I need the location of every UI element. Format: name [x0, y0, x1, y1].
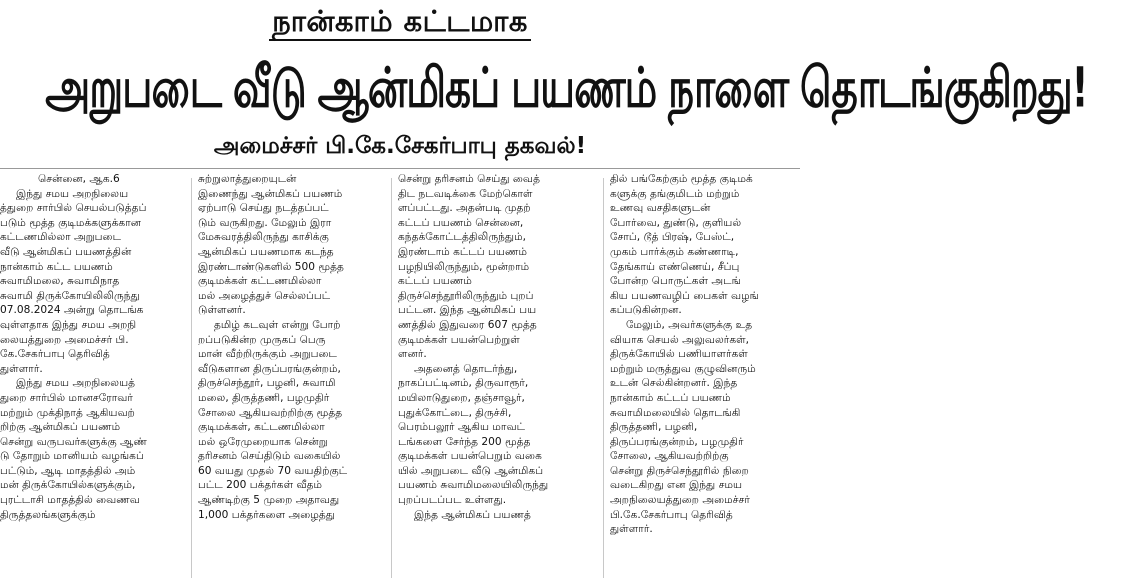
- article-line: ஆன்மிகப் பயணமாக கடந்த: [198, 245, 334, 258]
- kicker-heading: [0, 4, 800, 38]
- article-line: சுற்றுலாத்துறையுடன்: [198, 173, 297, 185]
- article-line: இந்து சமய அறநிலைய: [16, 187, 129, 200]
- article-line: கப்படுகின்றன.: [610, 304, 682, 317]
- article-line: போர்வை, துண்டு, குளியல்: [610, 216, 742, 229]
- article-line: கே.சேகர்பாபு தெரிவித்: [0, 348, 110, 361]
- article-line: சென்னை, ஆக.6: [38, 173, 120, 185]
- article-line: திருத்தணி, பழனி,: [610, 421, 698, 434]
- headline-text: அறுபடை வீடு ஆன்மிகப் பயணம் நாளை தொடங்குகிறது!: [45, 56, 1088, 121]
- article-line: இரண்டாம் கட்டப் பயணம்: [398, 245, 527, 258]
- article-line: மேலும், அவர்களுக்கு உத: [626, 318, 753, 331]
- article-column-4: [610, 172, 800, 585]
- article-line: துள்ளார்.: [610, 523, 653, 536]
- article-line: தமிழ் கடவுள் என்று போற்: [214, 318, 341, 331]
- article-line: படும் மூத்த குடிமக்களுக்கான: [0, 216, 142, 229]
- article-line: குடிமக்கள் பயன்பெறும் வகை: [398, 450, 542, 463]
- article-line: பட்டன. இந்த ஆன்மிகப் பய: [398, 304, 537, 317]
- article-line: கந்தக்கோட்டத்திலிருந்தும்,: [398, 231, 527, 244]
- article-line: டுள்ளனர்.: [198, 304, 246, 317]
- article-line: திருப்பரங்குன்றம், பழமுதிர்: [610, 435, 744, 448]
- article-line: நாகப்பட்டினம், திருவாரூர்,: [398, 377, 529, 390]
- article-line: கட்டப் பயணம் சென்னை,: [398, 216, 524, 229]
- article-line: பட்ட 200 பக்தர்கள் வீதம்: [198, 479, 323, 492]
- article-line: திருக்கோயில் பணியாளர்கள்: [610, 348, 748, 361]
- article-line: சென்று வருபவர்களுக்கு ஆண்: [0, 435, 147, 448]
- article-line: பெரம்பலூர் ஆகிய மாவட்: [398, 421, 526, 434]
- article-line: சென்று திருச்செந்தூரில் நிறை: [610, 464, 749, 477]
- article-line: இணைந்து ஆன்மிகப் பயணம்: [198, 187, 343, 200]
- article-line: களுக்கு தங்குமிடம் மற்றும்: [610, 187, 740, 200]
- article-line: திருத்தலங்களுக்கும்: [0, 508, 96, 521]
- article-line: திட நடவடிக்கை மேற்கொள்: [398, 187, 533, 200]
- article-line: அதனைத் தொடர்ந்து,: [414, 362, 518, 375]
- column-divider: [191, 178, 192, 578]
- article-line: மான் வீற்றிருக்கும் அறுபடை: [198, 348, 337, 361]
- article-line: வுள்ளதாக இந்து சமய அறநி: [0, 318, 137, 331]
- article-line: தரிசனம் செய்திடும் வகையில்: [198, 450, 341, 463]
- article-line: இரண்டாண்டுகளில் 500 மூத்த: [198, 260, 344, 273]
- article-line: யில் அறுபடை வீடு ஆன்மிகப்: [398, 464, 544, 477]
- article-line: றப்படுகின்ற முருகப் பெரு: [198, 333, 326, 346]
- article-line: 60 வயது முதல் 70 வயதிற்குட்: [198, 464, 348, 477]
- article-line: பட்டும், ஆடி மாதத்தில் அம்: [0, 464, 136, 477]
- article-line: திருச்செந்தூர், பழனி, சுவாமி: [198, 377, 336, 390]
- article-line: மயிலாடுதுறை, தஞ்சாவூர்,: [398, 391, 525, 404]
- article-line: மற்றும் முக்திநாத் ஆகியவற்: [0, 406, 135, 419]
- article-line: சுவாமி திருக்கோயிலிலிருந்து: [0, 289, 140, 302]
- article-line: நான்காம் கட்ட பயணம்: [0, 260, 113, 273]
- article-line: குடிமக்கள் பயன்பெற்றுள்: [398, 333, 520, 346]
- article-line: பழநியிலிருந்தும், மூன்றாம்: [398, 260, 530, 273]
- article-line: சோலை ஆகியவற்றிற்கு மூத்த: [198, 406, 343, 419]
- article-column-1: [0, 172, 185, 585]
- article-line: 1,000 பக்தர்களை அழைத்து: [198, 508, 335, 521]
- article-line: பி.கே.சேகர்பாபு தெரிவித்: [610, 508, 733, 521]
- article-line: கட்டணமில்லா அறுபடை: [0, 231, 122, 244]
- article-line: உணவு வசதிகளுடன்: [610, 202, 711, 215]
- article-line: குடிமக்கள், கட்டணமில்லா: [198, 421, 325, 434]
- article-line: கட்டப் பயணம்: [398, 275, 472, 288]
- kicker-text: நான்காம் கட்டமாக: [269, 4, 531, 41]
- article-line: வியாக செயல் அலுவலர்கள்,: [610, 333, 750, 346]
- article-line: வீடுகளான திருப்பரங்குன்றம்,: [198, 362, 341, 375]
- article-line: திருச்செந்தூரிலிருந்தும் புறப்: [398, 289, 534, 302]
- article-line: மல் அழைத்துச் செல்லப்பட்: [198, 289, 331, 302]
- article-line: முகம் பார்க்கும் கண்ணாடி,: [610, 245, 739, 258]
- article-column-2: [198, 172, 384, 585]
- column-divider: [391, 178, 392, 578]
- article-line: டங்களை சேர்ந்த 200 மூத்த: [398, 435, 531, 448]
- article-line: புறப்படப்பட உள்ளது.: [398, 494, 507, 507]
- article-line: அறநிலையத்துறை அமைச்சர்: [610, 494, 750, 507]
- article-line: சுவாமிமலையில் தொடங்கி: [610, 406, 741, 419]
- article-line: த்துறை சார்பில் செயல்படுத்தப்: [0, 202, 147, 215]
- article-line: மலை, திருத்தணி, பழமுதிர்: [198, 391, 330, 404]
- article-line: பயணம் சுவாமிமலையிலிருந்து: [398, 479, 549, 492]
- article-line: றிற்கு ஆன்மிகப் பயணம்: [0, 421, 121, 434]
- headline: [0, 50, 1088, 128]
- article-line: கிய பயணவழிப் பைகள் வழங்: [610, 289, 759, 302]
- article-line: தில் பங்கேற்கும் மூத்த குடிமக்: [610, 173, 753, 185]
- article-line: தேங்காய் எண்ணெய், சீப்பு: [610, 260, 740, 273]
- article-line: போன்ற பொருட்கள் அடங்: [610, 275, 741, 288]
- article-line: சென்று தரிசனம் செய்து வைத்: [398, 173, 540, 185]
- article-line: டும் வருகிறது. மேலும் இரா: [198, 216, 332, 229]
- article-line: புரட்டாசி மாதத்தில் வைணவ: [0, 494, 140, 507]
- article-line: மல் ஒரேமுறையாக சென்று: [198, 435, 328, 448]
- article-line: டு தோறும் மானியம் வழங்கப்: [0, 450, 144, 463]
- article-line: ஆண்டிற்கு 5 முறை அதாவது: [198, 494, 340, 507]
- divider: [0, 168, 800, 169]
- article-line: லையத்துறை அமைச்சர் பி.: [0, 333, 129, 346]
- article-line: துள்ளார்.: [0, 362, 43, 375]
- article-line: சோப், டூத் பிரஷ், பேஸ்ட்,: [610, 231, 735, 244]
- article-line: ணத்தில் இதுவரை 607 மூத்த: [398, 318, 537, 331]
- article-line: இந்த ஆன்மிகப் பயணத்: [414, 508, 531, 521]
- article-line: மற்றும் மருத்துவ குழுவினரும்: [610, 362, 756, 375]
- article-line: ளப்பட்டது. அதன்படி முதற்: [398, 202, 531, 215]
- article-line: துறை சார்பில் மானசரோவர்: [0, 391, 133, 404]
- article-body: [0, 172, 800, 585]
- article-line: ஏற்பாடு செய்து நடத்தப்பட்: [198, 202, 329, 215]
- article-line: குடிமக்கள் கட்டணமில்லா: [198, 275, 322, 288]
- article-line: உடன் செல்கின்றனர். இந்த: [610, 377, 738, 390]
- article-line: இந்து சமய அறநிலையத்: [16, 377, 136, 390]
- article-line: மன் திருக்கோயில்களுக்கும்,: [0, 479, 136, 492]
- article-line: சுவாமிமலை, சுவாமிநாத: [0, 275, 120, 288]
- article-line: வடைகிறது என இந்து சமய: [610, 479, 743, 492]
- article-column-3: [398, 172, 596, 585]
- article-line: புதுக்கோட்டை, திருச்சி,: [398, 406, 512, 419]
- article-line: ளனர்.: [398, 348, 427, 361]
- column-divider: [603, 178, 604, 578]
- article-line: நான்காம் கட்டப் பயணம்: [610, 391, 731, 404]
- article-line: மேசுவரத்திலிருந்து காசிக்கு: [198, 231, 329, 244]
- article-line: வீடு ஆன்மிகப் பயணத்தின்: [0, 245, 132, 258]
- article-line: 07.08.2024 அன்று தொடங்க: [0, 304, 144, 317]
- subheadline: அமைச்சர் பி.கே.சேகர்பாபு தகவல்!: [213, 133, 587, 159]
- article-line: சோலை, ஆகியவற்றிற்கு: [610, 450, 729, 463]
